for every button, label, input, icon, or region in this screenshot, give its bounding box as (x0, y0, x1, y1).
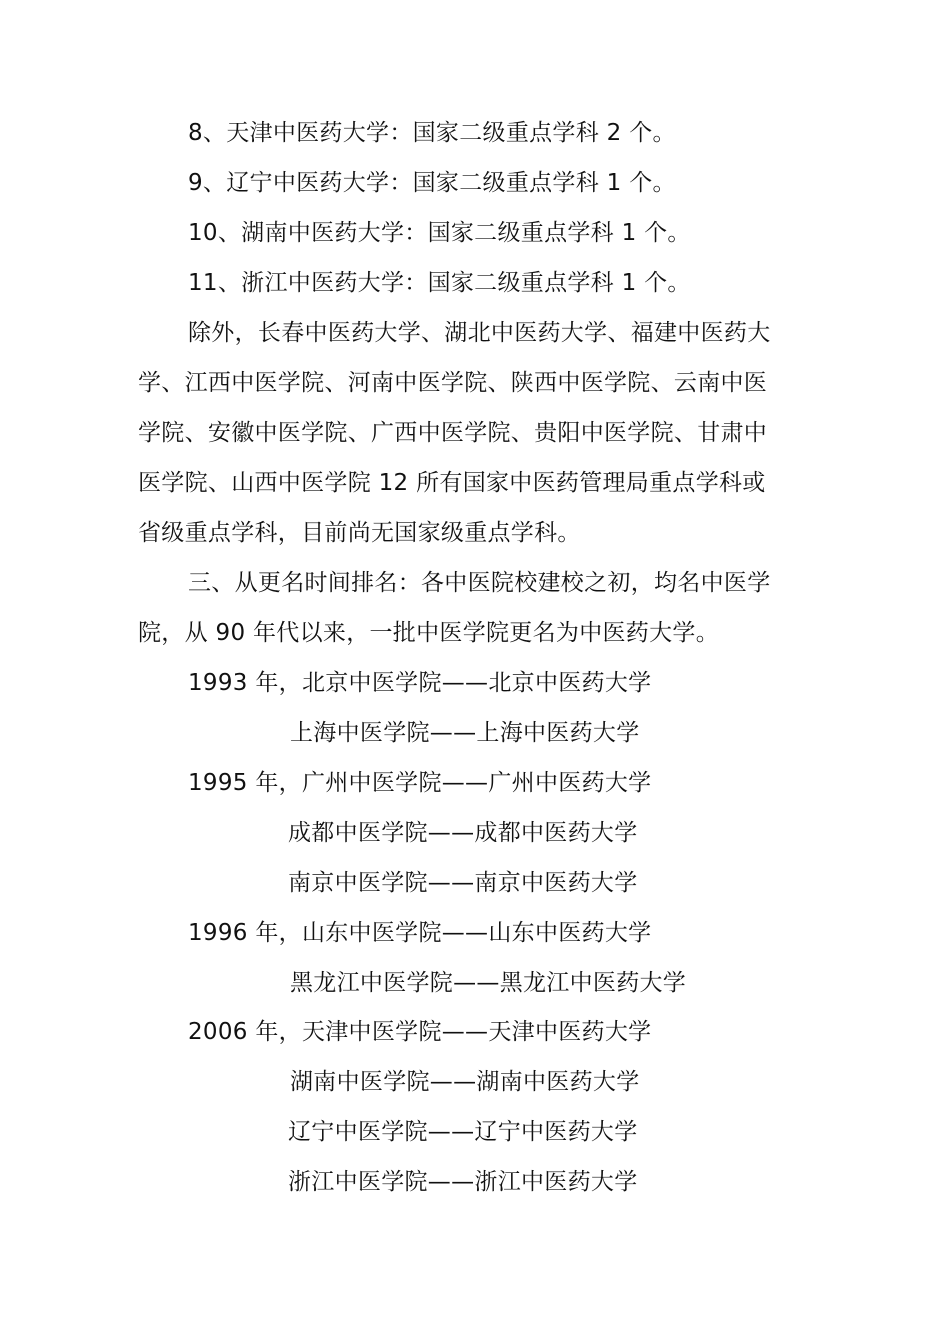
rename-entry-liaoning: 辽宁中医学院——辽宁中医药大学 (288, 1119, 638, 1145)
paragraph-others-line-3: 学院、安徽中医学院、广西中医学院、贵阳中医学院、甘肃中 (138, 420, 768, 446)
rename-entry-1995-guangzhou: 1995 年，广州中医学院——广州中医药大学 (188, 770, 652, 796)
rename-entry-zhejiang: 浙江中医学院——浙江中医药大学 (288, 1169, 638, 1195)
rename-entry-2006-tianjin: 2006 年，天津中医学院——天津中医药大学 (188, 1019, 652, 1045)
rename-entry-shanghai: 上海中医学院——上海中医药大学 (290, 720, 640, 746)
rename-entry-chengdu: 成都中医学院——成都中医药大学 (288, 820, 638, 846)
list-item-hunan-disciplines: 10、湖南中医药大学：国家二级重点学科 1 个。 (188, 220, 691, 246)
section-heading-renaming-line-2: 院，从 90 年代以来，一批中医学院更名为中医药大学。 (138, 620, 719, 646)
rename-entry-1993-beijing: 1993 年，北京中医学院——北京中医药大学 (188, 670, 652, 696)
paragraph-others-line-4: 医学院、山西中医学院 12 所有国家中医药管理局重点学科或 (138, 470, 766, 496)
section-heading-renaming-line-1: 三、从更名时间排名：各中医院校建校之初，均名中医学 (188, 570, 771, 596)
paragraph-others-line-5: 省级重点学科，目前尚无国家级重点学科。 (138, 520, 581, 546)
paragraph-others-line-1: 除外，长春中医药大学、湖北中医药大学、福建中医药大 (188, 320, 771, 346)
rename-entry-nanjing: 南京中医学院——南京中医药大学 (288, 870, 638, 896)
list-item-liaoning-disciplines: 9、辽宁中医药大学：国家二级重点学科 1 个。 (188, 170, 676, 196)
rename-entry-1996-shandong: 1996 年，山东中医学院——山东中医药大学 (188, 920, 652, 946)
list-item-zhejiang-disciplines: 11、浙江中医药大学：国家二级重点学科 1 个。 (188, 270, 691, 296)
rename-entry-hunan: 湖南中医学院——湖南中医药大学 (290, 1069, 640, 1095)
rename-entry-heilongjiang: 黑龙江中医学院——黑龙江中医药大学 (290, 970, 687, 996)
list-item-tianjin-disciplines: 8、天津中医药大学：国家二级重点学科 2 个。 (188, 120, 676, 146)
paragraph-others-line-2: 学、江西中医学院、河南中医学院、陕西中医学院、云南中医 (138, 370, 768, 396)
